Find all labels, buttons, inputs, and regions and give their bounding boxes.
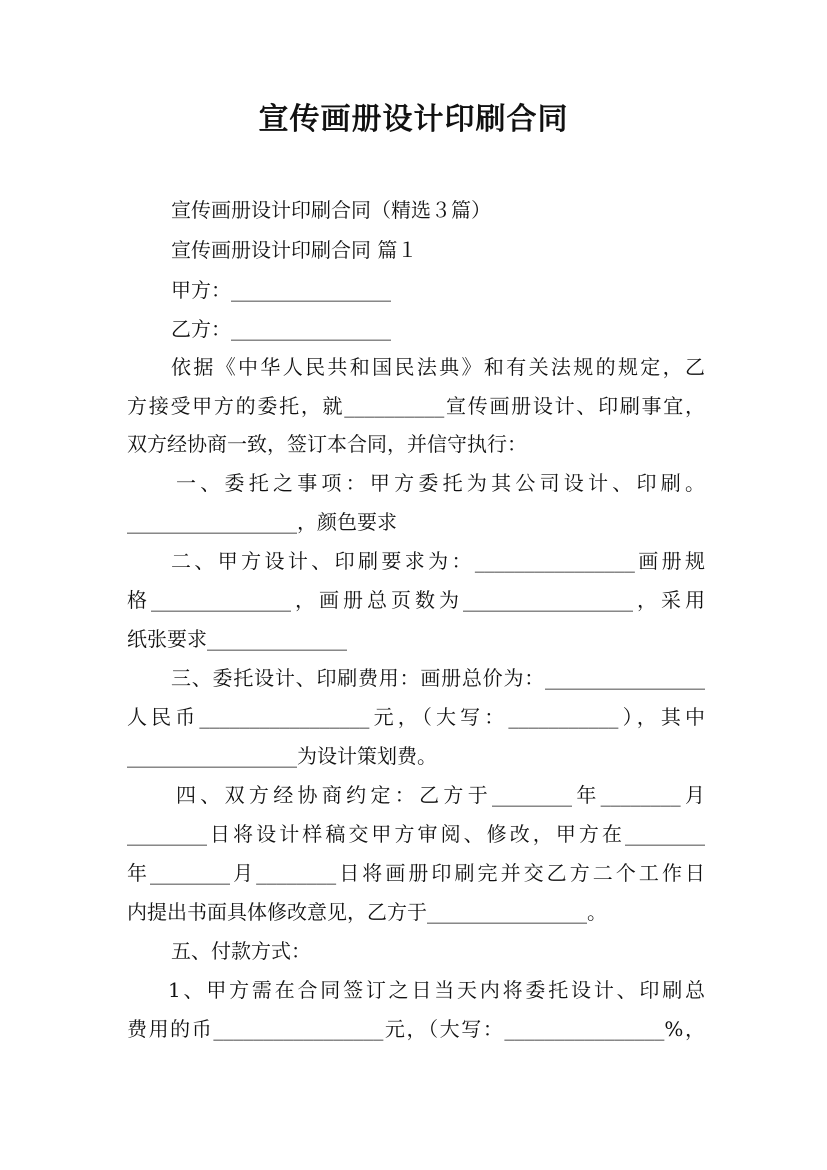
clause-3-line: 人民币_________________元，（大写：___________），其中 <box>127 705 705 729</box>
section-heading: 宣传画册设计印刷合同 篇１ <box>171 238 418 262</box>
clause-1-line: 一、委托之事项：甲方委托为其公司设计、印刷。 <box>176 471 705 495</box>
clause-2-line: 格______________，画册总页数为_________________，采用 <box>127 588 705 612</box>
clause-2-line: 纸张要求______________ <box>127 627 347 651</box>
clause-3-line: _________________为设计策划费。 <box>127 744 437 768</box>
clause-4-line: 年________月________日将画册印刷完并交乙方二个工作日 <box>127 861 705 885</box>
body-line: 方接受甲方的委托，就__________宣传画册设计、印刷事宜， <box>127 394 705 418</box>
subtitle-line: 宣传画册设计印刷合同（精选３篇） <box>171 198 491 222</box>
clause-3-line: 三、委托设计、印刷费用：画册总价为：________________ <box>171 666 705 690</box>
clause-2-line: 二、甲方设计、印刷要求为：________________画册规 <box>171 549 705 573</box>
clause-4-line: ________日将设计样稿交甲方审阅、修改，甲方在________ <box>127 822 705 846</box>
clause-5-line: 1、甲方需在合同签订之日当天内将委托设计、印刷总 <box>168 978 705 1002</box>
party-a-line: 甲方：________________ <box>171 278 391 302</box>
document-title: 宣传画册设计印刷合同 <box>258 102 569 137</box>
party-b-line: 乙方：________________ <box>171 317 391 341</box>
clause-4-line: 内提出书面具体修改意见，乙方于________________。 <box>127 900 607 924</box>
clause-5-line: 费用的币_________________元，（大写：________________%， <box>127 1017 705 1041</box>
clause-1-line: _________________，颜色要求 <box>127 510 397 534</box>
body-line: 双方经协商一致，签订本合同，并信守执行： <box>127 432 527 456</box>
body-line: 依据《中华人民共和国民法典》和有关法规的规定，乙 <box>171 355 705 379</box>
clause-4-line: 四、双方经协商约定：乙方于________年________月 <box>176 783 705 807</box>
clause-5-heading: 五、付款方式： <box>171 939 311 963</box>
